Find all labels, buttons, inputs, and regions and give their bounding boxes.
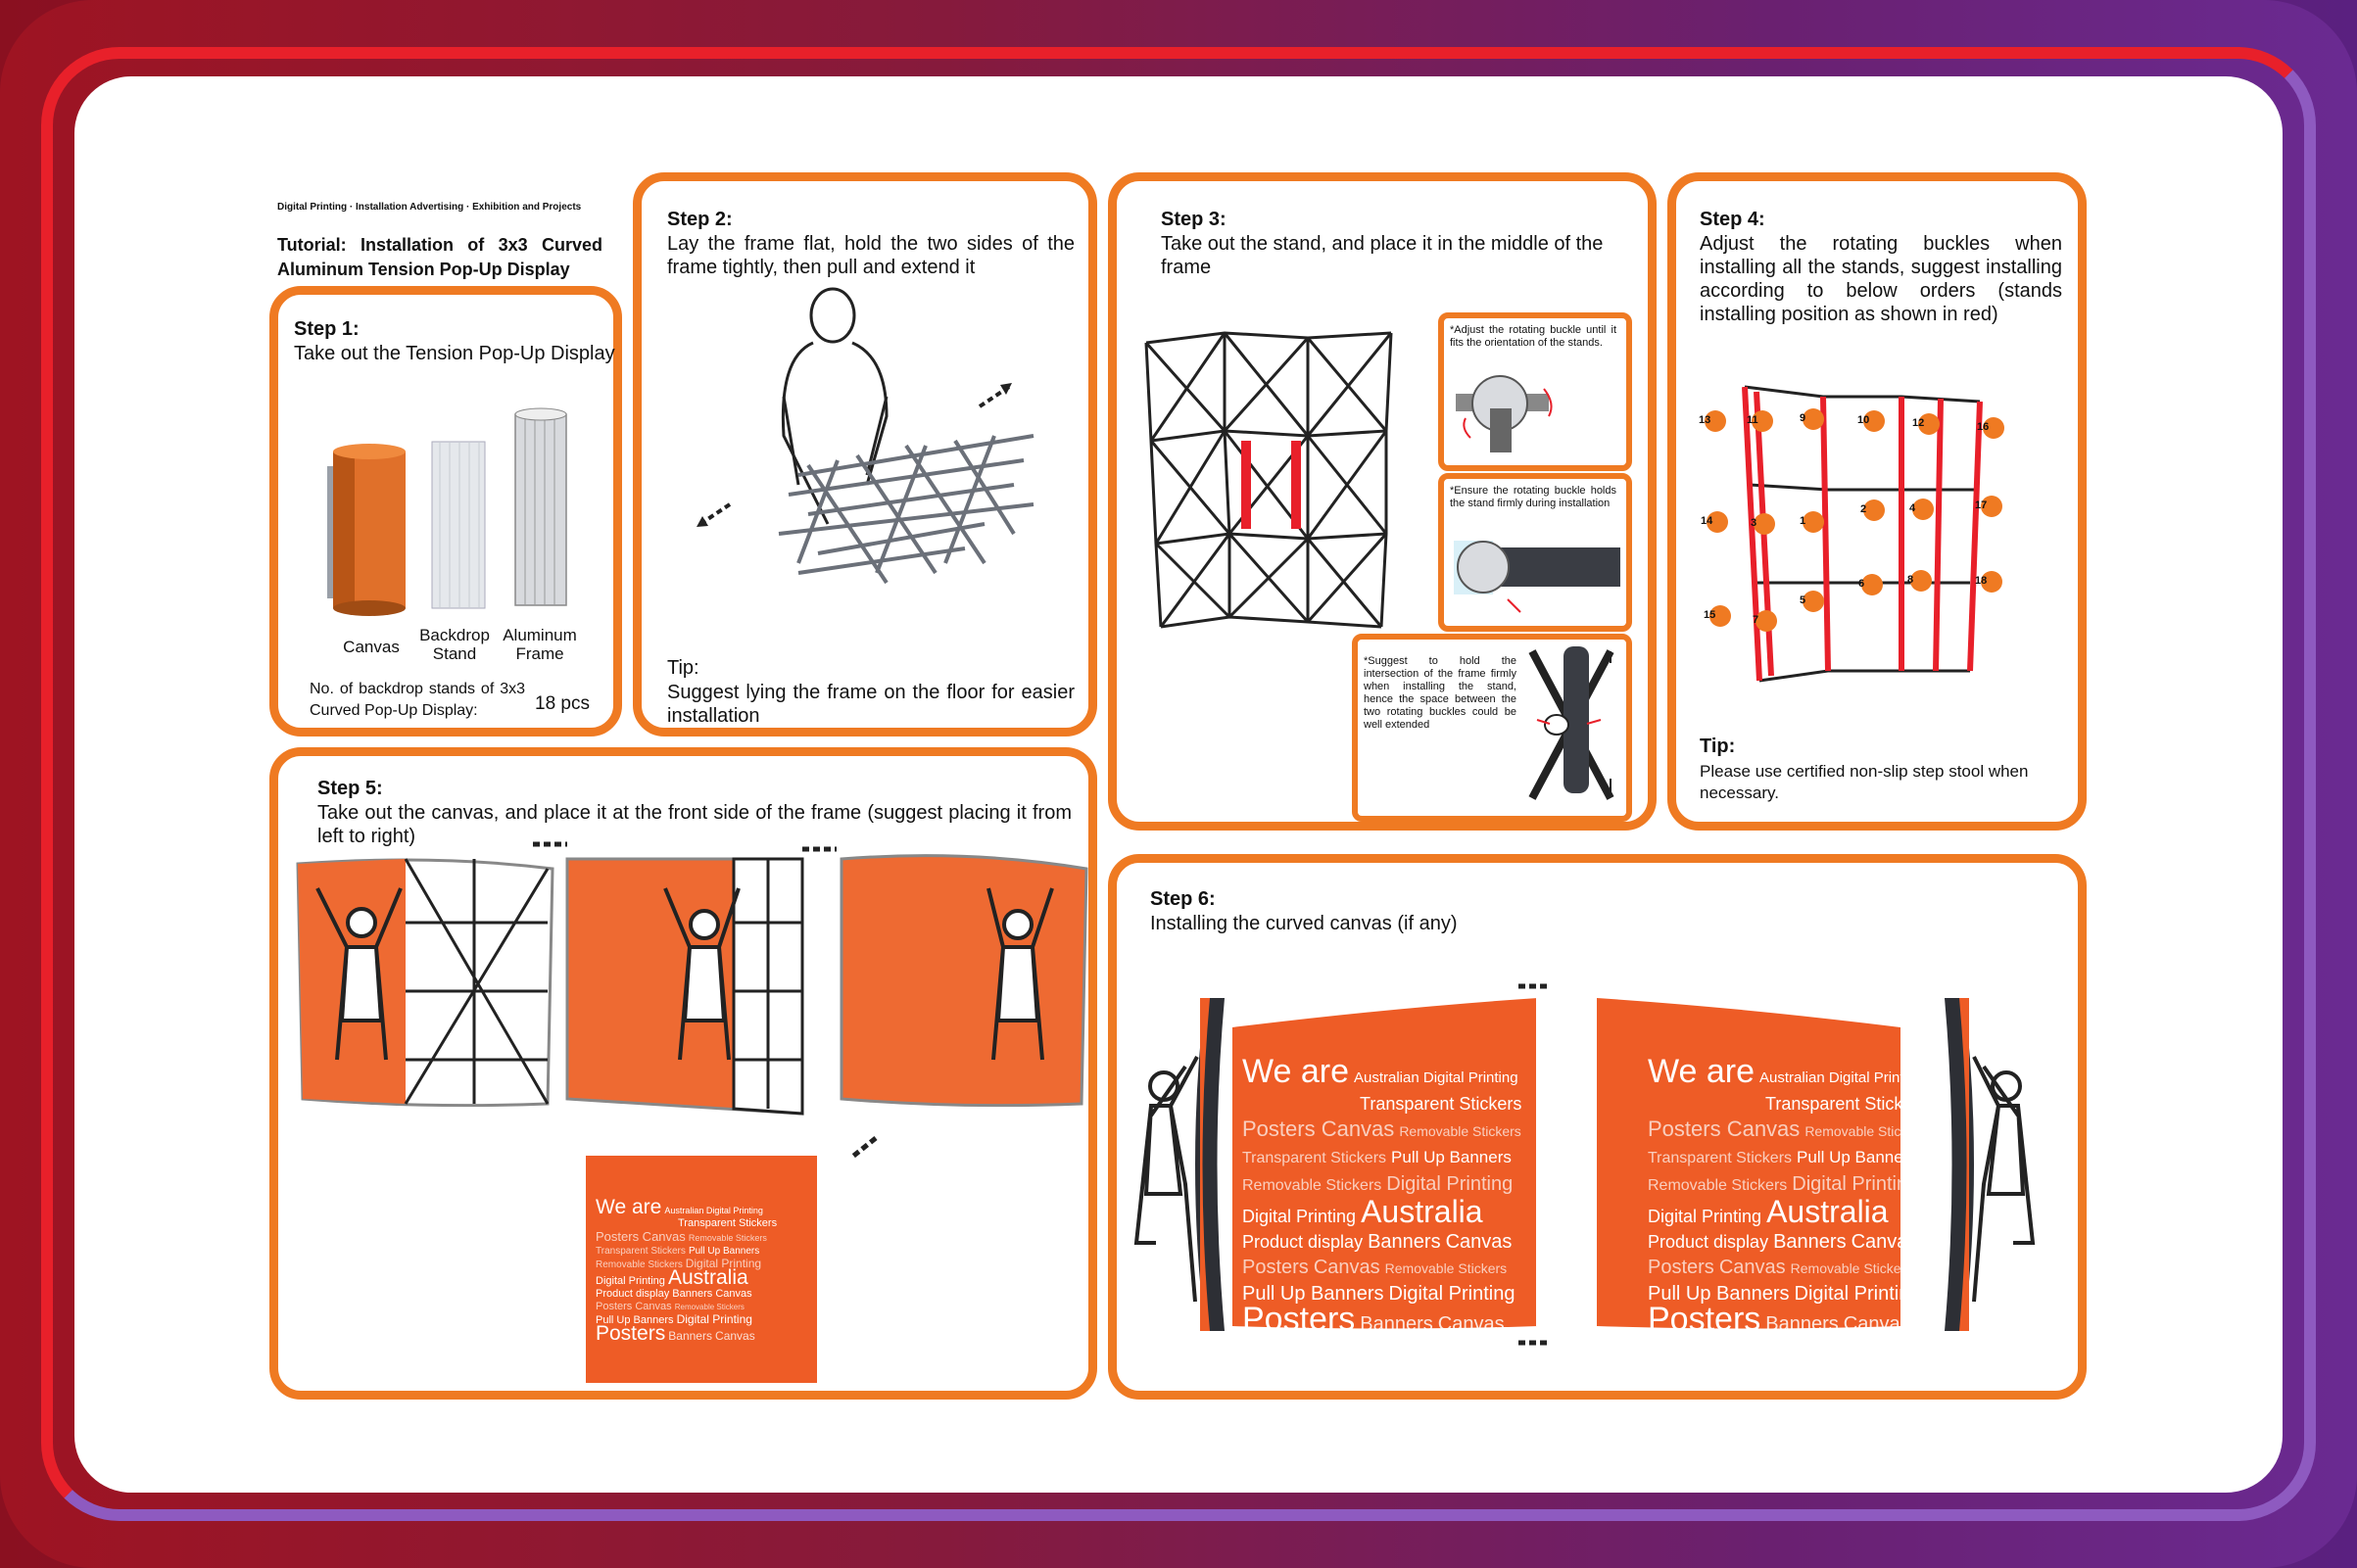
canvas-text-line: [596, 1230, 807, 1245]
canvas-text-line: [1242, 1117, 1526, 1144]
step6-text: Installing the curved canvas (if any): [1150, 913, 1458, 934]
canvas-text: Removable Stickers: [1648, 1177, 1788, 1194]
note-3: *Suggest to hold the intersection of the frame firmly when installing the stand, hence the space between the two rotating buckles could be well extended: [1364, 655, 1516, 731]
canvas-text: Australia: [667, 1266, 748, 1289]
curved-canvas-left-text: [1242, 1053, 1526, 1338]
order-number: 1: [1800, 515, 1806, 527]
canvas-text-line: [1648, 1194, 1932, 1229]
order-number: 9: [1800, 412, 1806, 424]
canvas-text: Australian Digital Printing: [1759, 1069, 1924, 1086]
canvas-text: Digital Printing: [1242, 1207, 1357, 1226]
canvas-text: Banners: [1368, 1231, 1441, 1253]
step2-text: Lay the frame flat, hold the two sides of the frame tightly, then pull and extend it: [667, 233, 1075, 278]
canvas-text: Digital Printing: [1648, 1207, 1762, 1226]
buckle-holding-stand-icon: [1454, 526, 1620, 614]
canvas-text: We are: [1648, 1053, 1755, 1090]
page-title: Tutorial: Installation of 3x3 Curved Aluminum Tension Pop-Up Display: [277, 235, 602, 279]
canvas-text: Pull Up Banners: [1648, 1283, 1790, 1305]
canvas-text: Digital Printing: [1792, 1173, 1919, 1195]
canvas-text: Pull Up Banners: [596, 1314, 674, 1326]
order-number: 13: [1699, 414, 1711, 426]
order-number: 16: [1977, 421, 1990, 433]
canvas-text: Transparent Stickers: [1242, 1150, 1387, 1166]
backdrop-stand-illustration: [430, 442, 489, 618]
canvas-text: Digital Printing: [1794, 1283, 1921, 1305]
canvas-text: Australia: [1361, 1194, 1483, 1229]
canvas-text: Canvas: [1445, 1231, 1513, 1253]
step4-tip-text: Please use certified non-slip step stool when necessary.: [1700, 762, 2029, 802]
hold-intersection-icon: [1522, 641, 1620, 808]
curved-canvas-right-text: [1648, 1053, 1932, 1338]
order-number: 8: [1907, 574, 1914, 586]
step2-tip-title: Tip:: [667, 657, 699, 679]
canvas-text-line: [1648, 1091, 1932, 1117]
canvas-text-line: [1242, 1171, 1526, 1199]
canvas-text-line: [596, 1301, 807, 1313]
canvas-text: Pull Up Banners: [1242, 1283, 1384, 1305]
step3-title: Step 3:: [1161, 209, 1227, 230]
canvas-text: Removable Stickers: [1399, 1123, 1521, 1139]
canvas-text-line: [1242, 1301, 1526, 1338]
canvas-text: Digital Printing: [1386, 1173, 1514, 1195]
frame-with-stands-illustration: [1146, 333, 1411, 637]
step5-title: Step 5:: [317, 778, 383, 799]
canvas-text: Canvas: [1843, 1313, 1910, 1335]
step5-panel: [269, 747, 1097, 1400]
step3-text: Take out the stand, and place it in the middle of the frame: [1161, 233, 1604, 278]
step4-title: Step 4:: [1700, 209, 1765, 230]
step4-panel: [1667, 172, 2087, 831]
step1-panel: [269, 286, 622, 736]
canvas-text-line: [596, 1196, 807, 1218]
canvas-roll-illustration: [327, 442, 415, 618]
canvas-text: Pull Up Banners: [1391, 1148, 1512, 1166]
canvas-text: Removable Stickers: [596, 1259, 683, 1270]
order-number: 10: [1857, 414, 1870, 426]
canvas-text: Digital Printing: [676, 1312, 752, 1326]
canvas-text: Banners: [668, 1329, 712, 1343]
canvas-text: Australian Digital Printing: [664, 1206, 763, 1215]
canvas-text-line: [1648, 1301, 1932, 1338]
canvas-text: Transparent Stickers: [678, 1217, 778, 1229]
canvas-text: Product display: [1242, 1232, 1364, 1252]
canvas-text: Posters: [596, 1322, 666, 1345]
canvas-text: Posters Canvas: [596, 1229, 686, 1244]
canvas-text-line: [1648, 1171, 1932, 1199]
rotating-buckle-icon: [1456, 369, 1612, 457]
canvas-text: Transparent Stickers: [1765, 1094, 1928, 1114]
canvas-text: Canvas: [1437, 1313, 1505, 1335]
canvas-text: Removable Stickers: [1790, 1260, 1913, 1276]
canvas-text: Banners: [1773, 1231, 1847, 1253]
canvas-text-line: [1242, 1053, 1526, 1091]
canvas-text: Digital Printing: [1388, 1283, 1515, 1305]
step2-tip-text: Suggest lying the frame on the floor for easier installation: [667, 682, 1075, 727]
canvas-text-line: [596, 1288, 807, 1301]
canvas-text: Canvas: [715, 1329, 755, 1343]
canvas-text: Canvas: [715, 1288, 752, 1300]
canvas-text-line: [1648, 1255, 1932, 1281]
canvas-text: Removable Stickers: [688, 1233, 767, 1243]
canvas-text: We are: [1242, 1053, 1349, 1090]
canvas-text-line: [1648, 1053, 1932, 1091]
canvas-text: Banners: [1360, 1313, 1433, 1335]
detail-box-2: [1438, 473, 1632, 632]
canvas-text-line: [1242, 1144, 1526, 1171]
canvas-text: Posters Canvas: [1648, 1117, 1801, 1141]
order-number: 17: [1975, 499, 1988, 511]
note-1: *Adjust the rotating buckle until it fits the orientation of the stands.: [1450, 324, 1616, 349]
stand-count-value: 18 pcs: [535, 693, 590, 714]
canvas-text-line: [596, 1258, 807, 1271]
canvas-text: Canvas: [1313, 1257, 1380, 1278]
canvas-text: Posters: [1648, 1257, 1714, 1278]
step1-title: Step 1:: [294, 318, 360, 340]
canvas-text: Posters: [596, 1301, 633, 1312]
canvas-text: Digital Printing: [685, 1257, 762, 1270]
step3-panel: [1108, 172, 1657, 831]
order-number: 7: [1753, 614, 1759, 626]
canvas-text: Product display: [596, 1288, 670, 1300]
canvas-text: Australia: [1766, 1194, 1889, 1229]
canvas-text-line: [1648, 1117, 1932, 1144]
canvas-text: Transparent Stickers: [1360, 1094, 1522, 1114]
canvas-text-line: [1242, 1194, 1526, 1229]
canvas-text: We are: [596, 1196, 662, 1218]
step4-tip-title: Tip:: [1700, 736, 1736, 757]
canvas-text: Canvas: [1718, 1257, 1786, 1278]
canvas-placing-illustration: [298, 854, 1091, 1118]
canvas-text: Posters Canvas: [1242, 1117, 1395, 1141]
order-number: 15: [1704, 609, 1716, 621]
step2-title: Step 2:: [667, 209, 733, 230]
canvas-text: Transparent Stickers: [1648, 1150, 1793, 1166]
canvas-text: Posters: [1242, 1257, 1309, 1278]
step4-text: Adjust the rotating buckles when installing all the stands, suggest installing according to below orders (stands installing position as shown in red): [1700, 233, 2062, 325]
canvas-text: Canvas: [1851, 1231, 1918, 1253]
frame-label: Aluminum Frame: [503, 626, 577, 663]
step6-title: Step 6:: [1150, 888, 1216, 910]
stand-order-numbers: [1699, 410, 2038, 636]
canvas-text-line: [596, 1266, 807, 1289]
canvas-text-line: [596, 1322, 807, 1345]
canvas-text-line: [1648, 1229, 1932, 1255]
canvas-text: Pull Up Banners: [688, 1246, 760, 1257]
order-number: 2: [1860, 503, 1867, 515]
canvas-text-line: [1242, 1255, 1526, 1281]
step2-panel: [633, 172, 1097, 736]
order-number: 14: [1701, 515, 1713, 527]
step5-text: Take out the canvas, and place it at the front side of the frame (suggest placing it from left to right): [317, 802, 1072, 847]
canvas-text-line: [1242, 1229, 1526, 1255]
canvas-text: Transparent Stickers: [596, 1246, 686, 1257]
canvas-text: Removable Stickers: [1804, 1123, 1927, 1139]
canvas-text: Canvas: [635, 1301, 672, 1312]
order-number: 12: [1912, 417, 1925, 429]
order-number: 5: [1800, 594, 1806, 606]
canvas-text: Posters: [1648, 1301, 1761, 1338]
tagline: Digital Printing · Installation Advertising · Exhibition and Projects: [277, 202, 582, 213]
detail-box-1: [1438, 312, 1632, 471]
canvas-text: Australian Digital Printing: [1354, 1069, 1518, 1086]
order-number: 4: [1909, 502, 1916, 514]
order-number: 11: [1747, 414, 1758, 426]
note-2: *Ensure the rotating buckle holds the stand firmly during installation: [1450, 485, 1616, 509]
canvas-text: Banners: [672, 1288, 713, 1300]
canvas-sample-small: [586, 1156, 817, 1383]
order-number: 3: [1751, 517, 1757, 529]
order-number: 6: [1858, 578, 1865, 590]
canvas-text: Posters: [1242, 1301, 1356, 1338]
canvas-text: Product display: [1648, 1232, 1769, 1252]
canvas-text-line: [1648, 1144, 1932, 1171]
canvas-text: Removable Stickers: [1384, 1260, 1508, 1276]
order-number: 18: [1975, 575, 1988, 587]
person-pulling-frame-illustration: [740, 289, 1063, 583]
canvas-text: Banners: [1765, 1313, 1839, 1335]
stand-label: Backdrop Stand: [419, 626, 490, 663]
canvas-text: Pull Up Banners: [1797, 1148, 1917, 1166]
step6-panel: [1108, 854, 2087, 1400]
stand-count-label: No. of backdrop stands of 3x3 Curved Pop-Up Display:: [310, 681, 525, 719]
detail-box-3: [1352, 634, 1632, 822]
canvas-label: Canvas: [343, 638, 400, 656]
canvas-text-line: [1242, 1091, 1526, 1117]
canvas-text: Removable Stickers: [1242, 1177, 1382, 1194]
canvas-text: Removable Stickers: [674, 1303, 745, 1311]
canvas-text: Digital Printing: [596, 1275, 665, 1287]
step1-text: Take out the Tension Pop-Up Display: [294, 343, 615, 364]
aluminum-frame-illustration: [511, 404, 570, 610]
